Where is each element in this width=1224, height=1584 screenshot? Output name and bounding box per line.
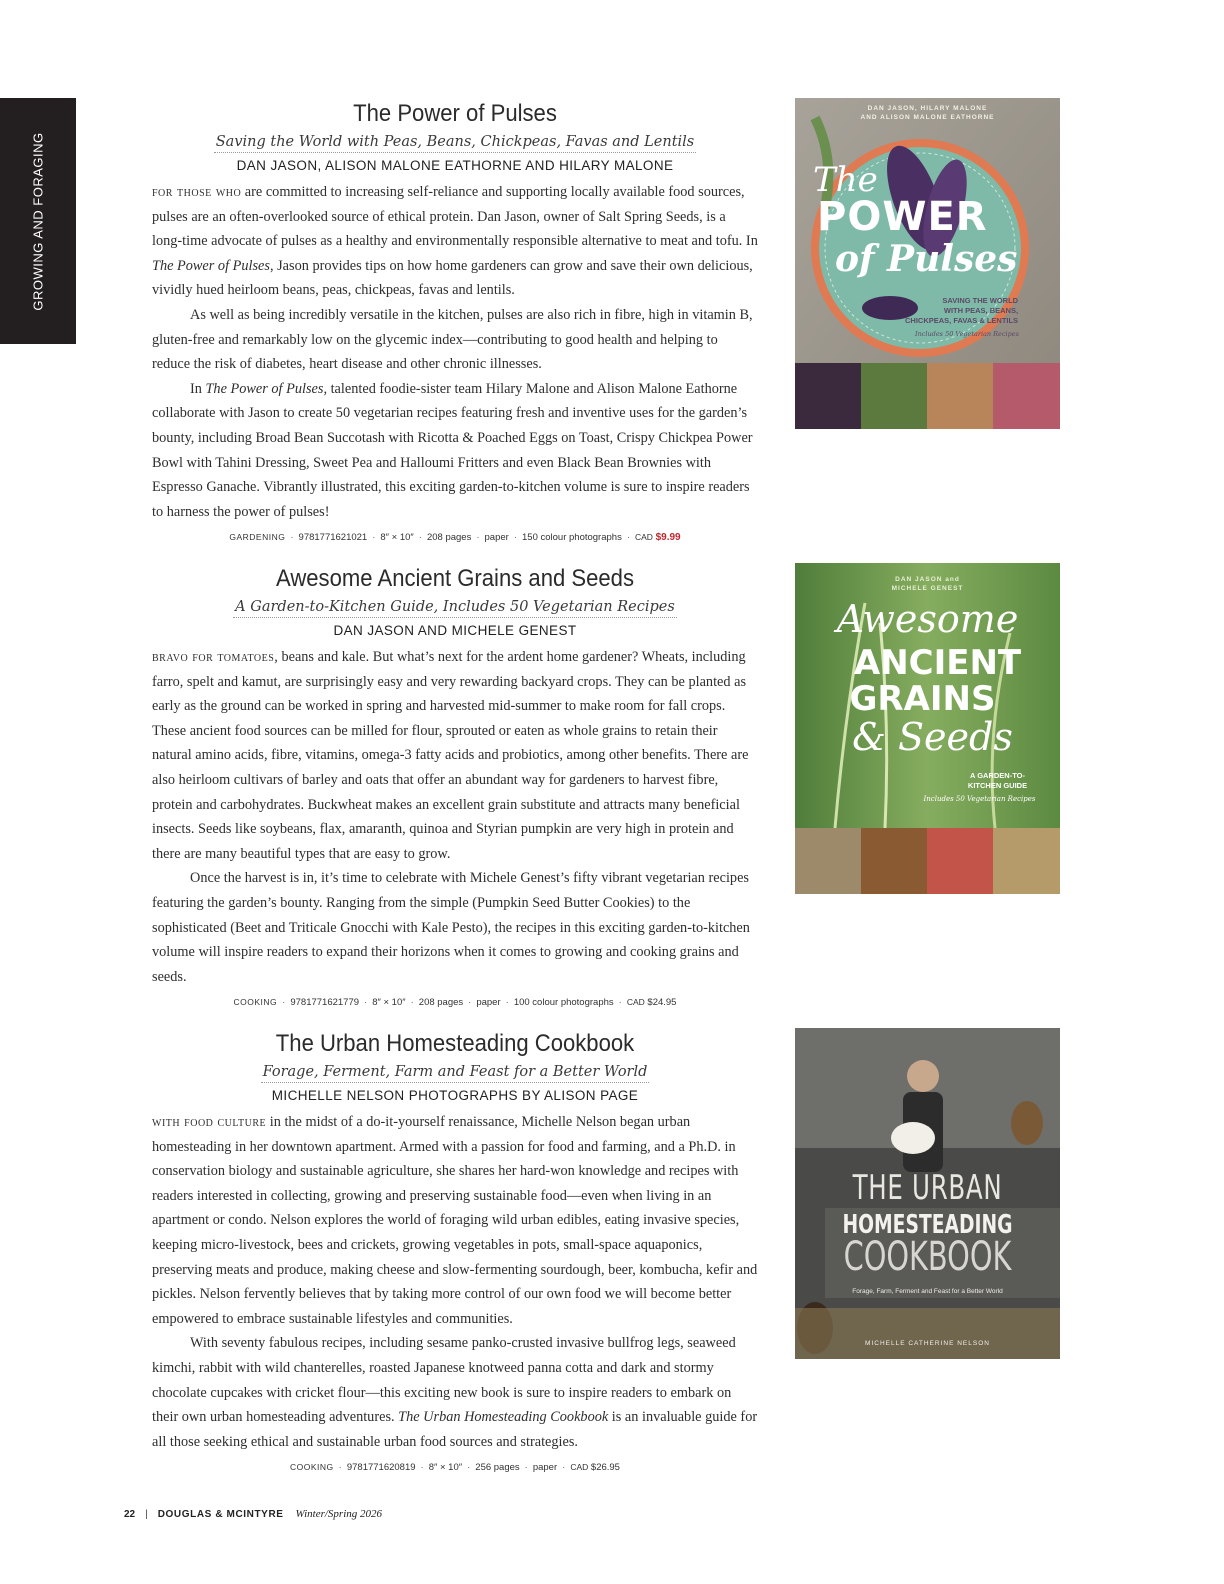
cover-title-pulses: of Pulses xyxy=(835,238,1018,280)
book-subtitle: Saving the World with Peas, Beans, Chickpeas, Favas and Lentils xyxy=(152,130,758,154)
book-cover-image xyxy=(795,563,1060,894)
cover-small-text: Includes 50 Vegetarian Recipes xyxy=(923,795,1036,803)
paragraph: Once the harvest is in, it’s time to celebrate with Michele Genest’s fifty vibrant vegetarian recipes featuring the garden’s bounty. Ranging from the simple (Pumpkin Seed Butter Cookies) to the sophisticated (Beet and Triticale Gnocchi with Kale Pesto), the recipes in this exciting garden-to-kitchen volume will inspire readers to expand their horizons when it comes to growing and cooking grains and seeds. xyxy=(152,870,750,985)
catalog-season: Winter/Spring 2026 xyxy=(295,1508,383,1520)
paragraph: with food culture in the midst of a do-it-yourself renaissance, Michelle Nelson began urban homesteading in her downtown apartment. Armed with a passion for food and farming, and a Ph.D. in conservation biology and sustainable agriculture, she shares her hard-won knowledge and recipes with readers interested in collecting, growing and preserving sustainable food—even when living in an apartment or condo. Nelson explores the world of foraging wild urban edibles, eating invasive species, keeping micro-livestock, bees and crickets, growing vegetables in pots, small-space aquaponics, preserving meats and produce, making cheese and slow-fermenting sourdough, beer, kombucha, kefir and pickles. Nelson fervently believes that by taking more control of our own food we will become better empowered to embrace sustainable lifestyles and communities. xyxy=(152,1114,758,1327)
cover-title-ancient: ANCIENT xyxy=(853,643,1022,683)
cover-author: MICHELLE CATHERINE NELSON xyxy=(865,1340,990,1347)
paragraph: In The Power of Pulses, talented foodie-sister team Hilary Malone and Alison Malone Eathorne collaborate with Jason to create 50 vegetarian recipes featuring fresh and inventive uses for the garden’s bounty, including Broad Bean Succotash with Ricotta & Poached Eggs on Toast, Crispy Chickpea Power Bowl with Tahini Dressing, Sweet Pea and Halloumi Fritters and even Black Bean Brownies with Espresso Ganache. Vibrantly illustrated, this exciting garden-to-kitchen volume is sure to inspire readers to harness the power of pulses! xyxy=(152,380,753,520)
page-footer xyxy=(124,1508,382,1520)
book-cover-image xyxy=(795,1028,1060,1359)
book-text xyxy=(152,1028,758,1475)
sale-price: $9.99 xyxy=(655,532,681,544)
publisher-name: DOUGLAS & MCINTYRE xyxy=(157,1508,284,1520)
book-authors: MICHELLE NELSON PHOTOGRAPHS BY ALISON PAGE xyxy=(271,1088,639,1103)
cover-title-the: The xyxy=(813,160,878,200)
paragraph: With seventy fabulous recipes, including sesame panko-crusted invasive bullfrog legs, seaweed kimchi, rabbit with wild chanterelles, roasted Japanese knotweed panna cotta and dark and stormy chocolate cupcakes with cricket flour—this exciting new book is sure to inspire readers to embark on their own urban homesteading adventures. The Urban Homesteading Cookbook is an invaluable guide for all those seeking ethical and sustainable urban food sources and strategies. xyxy=(152,1335,758,1450)
paragraph: for those who are committed to increasing self-reliance and supporting locally available food sources, pulses are an often-overlooked source of ethical protein. Dan Jason, owner of Salt Spring Seeds, is a long-time advocate of pulses as a healthy and environmentally responsible alternative to meat and tofu. In The Power of Pulses, Jason provides tips on how home gardeners can grow and save their own delicious, vividly hued heirloom beans, peas, chickpeas, favas and lentils. xyxy=(152,184,758,299)
book-specs: GARDENING · 9781771621021 · 8″ × 10″ · 208 pages · paper · 150 colour photographs · CAD $9.99 xyxy=(229,532,681,544)
book-subtitle: A Garden-to-Kitchen Guide, Includes 50 Vegetarian Recipes xyxy=(152,595,758,619)
cover-authors: DAN JASON, HILARY MALONE AND ALISON MALONE EATHORNE xyxy=(860,105,995,121)
cover-title-power: POWER xyxy=(817,194,988,240)
cover-title-seeds: & Seeds xyxy=(852,715,1013,759)
cover-tagline: Forage, Farm, Ferment and Feast for a Better World xyxy=(852,1288,1003,1295)
price: $26.95 xyxy=(590,1462,620,1474)
book-specs: COOKING · 9781771621779 · 8″ × 10″ · 208 pages · paper · 100 colour photographs · CAD $24.95 xyxy=(233,997,677,1009)
section-label: GROWING AND FORAGING xyxy=(30,131,46,311)
cover-tagline: A GARDEN-TO- KITCHEN GUIDE xyxy=(967,771,1028,790)
book-title: The Urban Homesteading Cookbook xyxy=(275,1030,635,1057)
cover-small-text: Includes 50 Vegetarian Recipes xyxy=(915,330,1019,338)
price: $24.95 xyxy=(647,997,677,1009)
cover-authors: DAN JASON and MICHELE GENEST xyxy=(891,576,964,592)
cover-title-grains: GRAINS xyxy=(849,679,996,719)
book-description xyxy=(152,180,758,524)
book-title: Awesome Ancient Grains and Seeds xyxy=(276,565,634,592)
cover-title-cookbook: COOKBOOK xyxy=(843,1234,1012,1280)
book-text xyxy=(152,98,758,545)
book-specs: COOKING · 9781771620819 · 8″ × 10″ · 256 pages · paper · CAD $26.95 xyxy=(290,1462,620,1474)
paragraph: bravo for tomatoes, beans and kale. But what’s next for the ardent home gardener? Wheats, including farro, spelt and kamut, are surprisingly easy and very rewarding backyard crops. They can be planted as early as the ground can be worked in spring and harvested mid-summer to make room for fall crops. These ancient food sources can be milled for flour, sprouted or eaten as whole grains to retain their natural amino acids, fibre, vitamins, omega-3 fatty acids and probiotics, among other benefits. There are also heirloom cultivars of barley and oats that offer an abundant way for gardeners to harvest fibre, protein and carbohydrates. Buckwheat makes an excellent grain substitute and attracts many beneficial insects. Seeds like soybeans, flax, amaranth, quinoa and Styrian pumpkin are very high in protein and there are many beautiful types that are easy to grow. xyxy=(152,649,749,862)
cover-title-homesteading: HOMESTEADING xyxy=(842,1210,1013,1240)
paragraph: As well as being incredibly versatile in the kitchen, pulses are also rich in fibre, high in vitamin B, gluten-free and remarkably low on the glycemic index—contributing to good health and helping to reduce the risk of diabetes, heart disease and other chronic illnesses. xyxy=(152,306,753,373)
book-authors: DAN JASON AND MICHELE GENEST xyxy=(333,623,577,638)
book-description xyxy=(152,1110,758,1454)
book-title: The Power of Pulses xyxy=(353,100,557,127)
book-text xyxy=(152,563,758,1010)
section-tab xyxy=(0,98,76,344)
cover-title-awesome: Awesome xyxy=(836,597,1019,641)
book-subtitle: Forage, Ferment, Farm and Feast for a Better World xyxy=(152,1060,758,1084)
cover-tagline: SAVING THE WORLD WITH PEAS, BEANS, CHICKPEAS, FAVAS & LENTILS xyxy=(905,296,1019,325)
book-cover-image xyxy=(795,98,1060,429)
cover-title-urban: THE URBAN xyxy=(852,1168,1003,1208)
book-description xyxy=(152,645,758,989)
book-authors: DAN JASON, ALISON MALONE EATHORNE AND HILARY MALONE xyxy=(236,158,674,173)
footer-separator: | xyxy=(145,1508,148,1520)
page-number: 22 xyxy=(124,1508,136,1520)
